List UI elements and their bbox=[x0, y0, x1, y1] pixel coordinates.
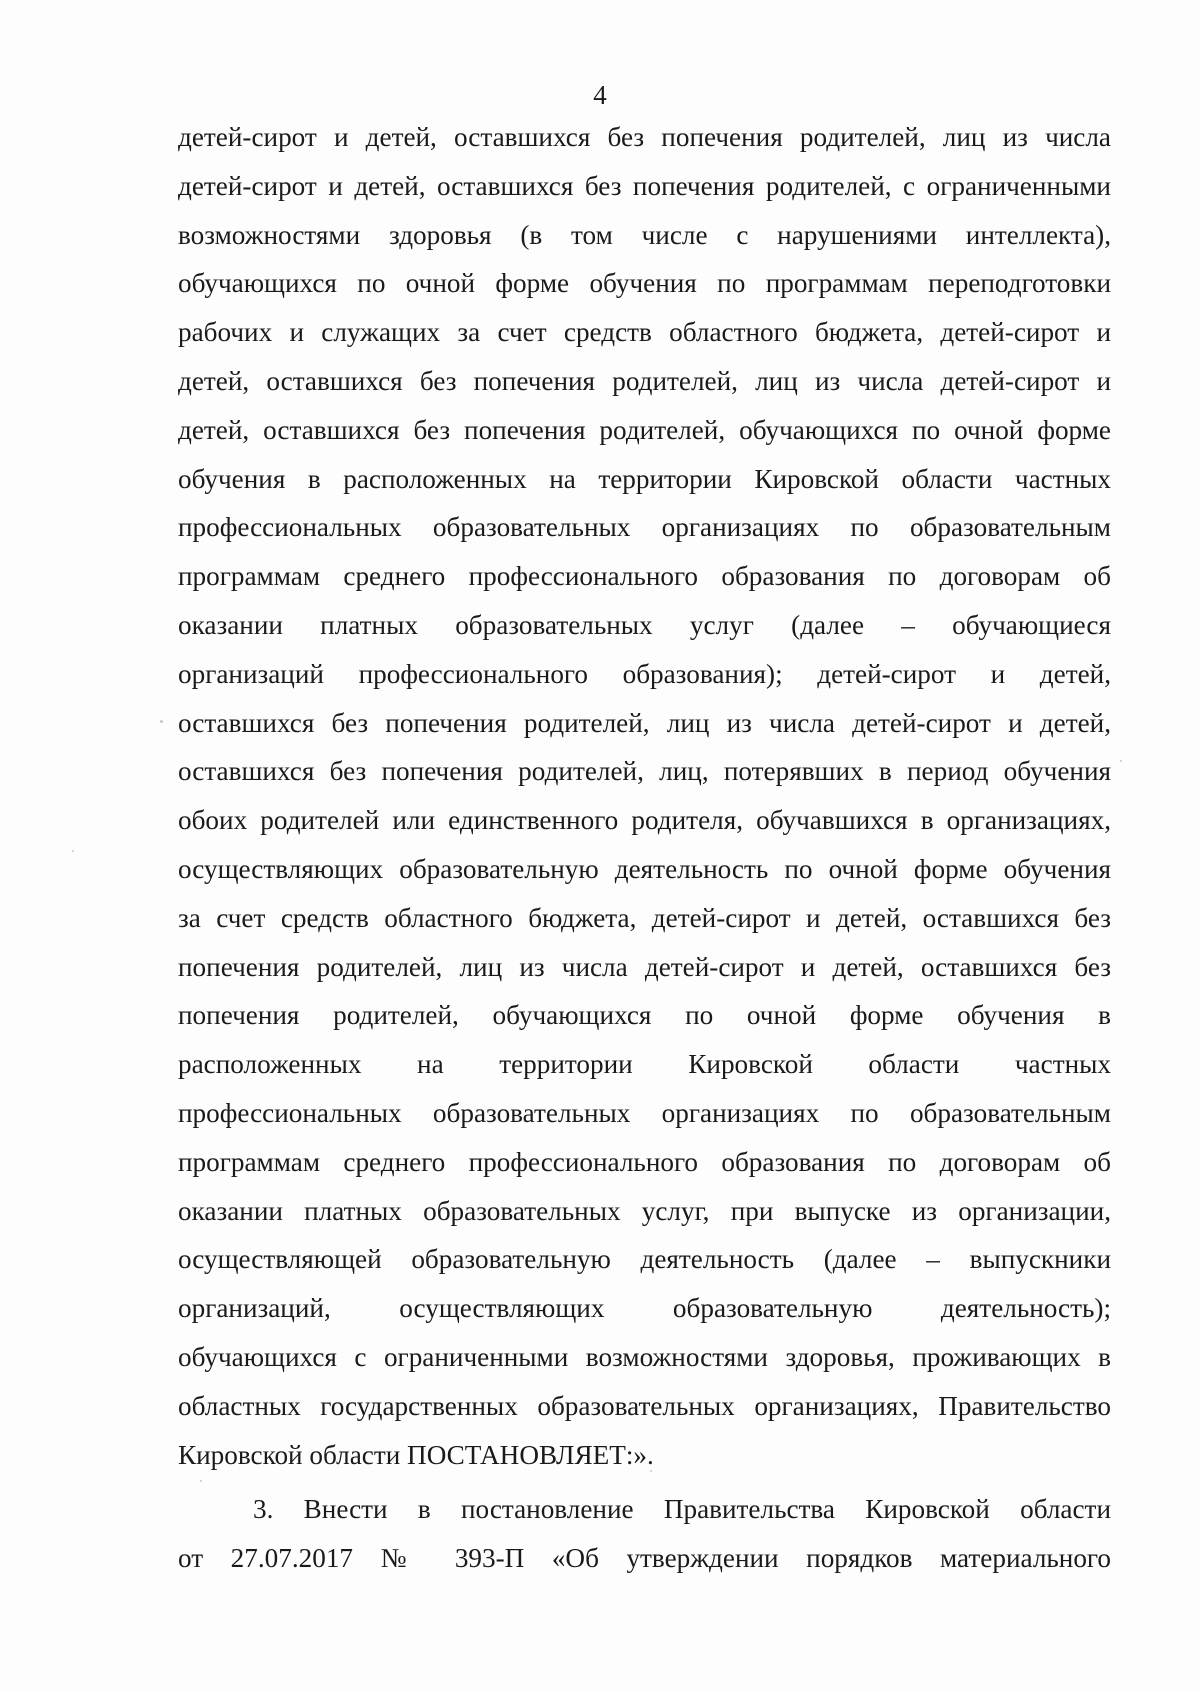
paragraph-item-3-line: 3. Внести в постановление Правительства Кировской области bbox=[253, 1494, 1111, 1525]
scan-speck bbox=[650, 1470, 652, 1472]
scan-speck bbox=[200, 1480, 202, 1482]
paragraph-continued-line: обучения в расположенных на территории Кировской области частных bbox=[178, 463, 1111, 494]
page-number: 4 bbox=[593, 80, 607, 110]
paragraph-continued-line: расположенных на территории Кировской области частных bbox=[178, 1049, 1111, 1080]
paragraph-continued-line: обучающихся по очной форме обучения по программам переподготовки bbox=[178, 268, 1111, 299]
paragraph-continued-line: организаций, осуществляющих образовательную деятельность); bbox=[178, 1293, 1111, 1324]
paragraph-continued-line: оказании платных образовательных услуг, при выпуске из организации, bbox=[178, 1195, 1111, 1226]
paragraph-continued-line: профессиональных образовательных организациях по образовательным bbox=[178, 1097, 1111, 1128]
paragraph-continued-line: обоих родителей или единственного родителя, обучавшихся в организациях, bbox=[178, 805, 1111, 836]
paragraph-continued-line: Кировской области ПОСТАНОВЛЯЕТ:». bbox=[178, 1439, 654, 1470]
paragraph-continued-line: обучающихся с ограниченными возможностями здоровья, проживающих в bbox=[178, 1341, 1111, 1372]
paragraph-continued-line: детей, оставшихся без попечения родителей, лиц из числа детей-сирот и bbox=[178, 365, 1111, 396]
paragraph-continued-line: попечения родителей, лиц из числа детей-сирот и детей, оставшихся без bbox=[178, 951, 1111, 982]
scan-speck bbox=[72, 850, 74, 852]
scan-speck bbox=[160, 720, 163, 723]
paragraph-continued-line: программам среднего профессионального образования по договорам об bbox=[178, 1146, 1111, 1177]
paragraph-continued-line: возможностями здоровья (в том числе с нарушениями интеллекта), bbox=[178, 219, 1111, 250]
paragraph-continued-line: за счет средств областного бюджета, детей-сирот и детей, оставшихся без bbox=[178, 902, 1111, 933]
document-body bbox=[178, 122, 1111, 1592]
paragraph-continued-line: профессиональных образовательных организациях по образовательным bbox=[178, 512, 1111, 543]
paragraph-continued-line: рабочих и служащих за счет средств областного бюджета, детей-сирот и bbox=[178, 317, 1111, 348]
paragraph-continued-line: попечения родителей, обучающихся по очной форме обучения в bbox=[178, 1000, 1111, 1031]
scan-speck bbox=[1120, 760, 1122, 762]
paragraph-continued-line: детей-сирот и детей, оставшихся без попечения родителей, лиц из числа bbox=[178, 122, 1111, 152]
paragraph-item-3-line: от 27.07.2017 № 393-П «Об утверждении порядков материального bbox=[178, 1543, 1111, 1574]
paragraph-continued-line: областных государственных образовательных организациях, Правительство bbox=[178, 1390, 1111, 1421]
paragraph-continued-line: оказании платных образовательных услуг (далее – обучающиеся bbox=[178, 609, 1111, 640]
paragraph-continued-line: осуществляющей образовательную деятельность (далее – выпускники bbox=[178, 1244, 1111, 1275]
paragraph-continued-line: организаций профессионального образования); детей-сирот и детей, bbox=[178, 658, 1111, 689]
paragraph-continued-line: осуществляющих образовательную деятельность по очной форме обучения bbox=[178, 853, 1111, 884]
paragraph-continued-line: оставшихся без попечения родителей, лиц из числа детей-сирот и детей, bbox=[178, 707, 1111, 738]
paragraph-continued-line: детей-сирот и детей, оставшихся без попечения родителей, с ограниченными bbox=[178, 170, 1111, 201]
paragraph-continued-line: программам среднего профессионального образования по договорам об bbox=[178, 561, 1111, 592]
paragraph-continued-line: оставшихся без попечения родителей, лиц, потерявших в период обучения bbox=[178, 756, 1111, 787]
paragraph-continued-line: детей, оставшихся без попечения родителей, обучающихся по очной форме bbox=[178, 414, 1111, 445]
